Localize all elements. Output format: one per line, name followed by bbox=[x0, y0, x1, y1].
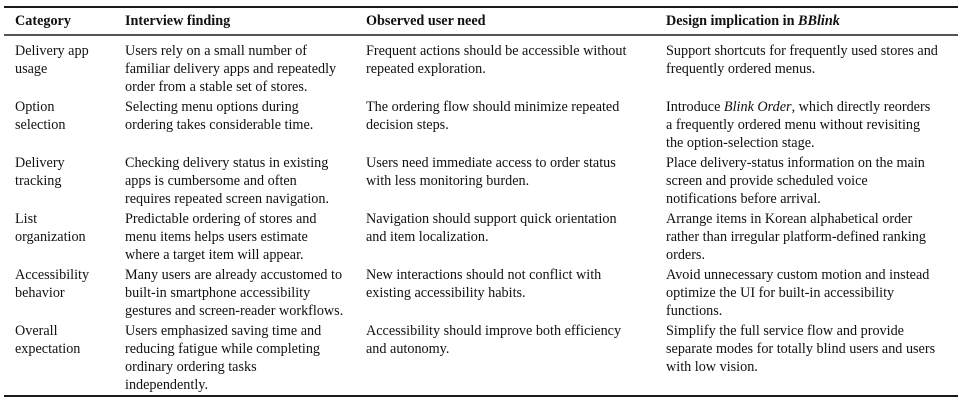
cell-line: with low vision. bbox=[666, 359, 758, 375]
cell-line: apps is cumbersome and often bbox=[125, 173, 297, 189]
cell-category bbox=[15, 42, 120, 78]
cell-implication bbox=[666, 98, 956, 152]
cell-implication bbox=[666, 210, 956, 264]
cell-line: New interactions should not conflict with bbox=[366, 267, 602, 283]
cell-line: Selecting menu options during bbox=[125, 99, 299, 115]
cell-line: usage bbox=[15, 61, 48, 77]
cell-line: Option bbox=[15, 99, 55, 115]
feature-name-blink-order: Blink Order bbox=[723, 99, 792, 115]
text-run: Introduce bbox=[666, 99, 724, 115]
cell-line: Simplify the full service flow and provide bbox=[666, 323, 904, 339]
cell-line: repeated exploration. bbox=[366, 61, 486, 77]
cell-finding bbox=[125, 98, 361, 134]
cell-line: Overall bbox=[15, 323, 58, 339]
cell-line: functions. bbox=[666, 303, 723, 319]
cell-line: rather than irregular platform-defined ranking bbox=[666, 229, 926, 245]
cell-line: order from a stable set of stores. bbox=[125, 79, 308, 95]
cell-finding bbox=[125, 154, 361, 208]
cell-need bbox=[366, 154, 656, 190]
cell-line: familiar delivery apps and repeatedly bbox=[125, 61, 337, 77]
cell-line: where a target item will appear. bbox=[125, 247, 304, 263]
cell-line: Predictable ordering of stores and bbox=[125, 211, 317, 227]
header-category: Category bbox=[15, 13, 71, 29]
cell-line: notifications before arrival. bbox=[666, 191, 821, 207]
cell-line: selection bbox=[15, 117, 66, 133]
cell-line: menu items helps users estimate bbox=[125, 229, 308, 245]
cell-line: ordering takes considerable time. bbox=[125, 117, 314, 133]
cell-line: independently. bbox=[125, 377, 208, 393]
cell-line: frequently ordered menus. bbox=[666, 61, 816, 77]
cell-line: List bbox=[15, 211, 38, 227]
cell-line: Accessibility should improve both efficiency bbox=[366, 323, 622, 339]
cell-line: Many users are already accustomed to bbox=[125, 267, 343, 283]
cell-finding bbox=[125, 266, 361, 320]
cell-line: Arrange items in Korean alphabetical order bbox=[666, 211, 913, 227]
cell-line bbox=[666, 98, 956, 116]
header-observed-user-need: Observed user need bbox=[366, 13, 486, 29]
cell-implication bbox=[666, 322, 956, 376]
cell-implication bbox=[666, 154, 956, 208]
cell-line: optimize the UI for built-in accessibility bbox=[666, 285, 895, 301]
cell-line: Delivery app bbox=[15, 43, 89, 59]
header-design-implication-app-name: BBlink bbox=[798, 13, 840, 29]
table-top-rule bbox=[4, 6, 958, 8]
cell-finding bbox=[125, 210, 361, 264]
header-design-implication-prefix: Design implication in bbox=[666, 13, 799, 29]
cell-line: expectation bbox=[15, 341, 81, 357]
cell-line: Frequent actions should be accessible without bbox=[366, 43, 627, 59]
cell-line: Users rely on a small number of bbox=[125, 43, 308, 59]
cell-line: reducing fatigue while completing bbox=[125, 341, 321, 357]
header-interview-finding: Interview finding bbox=[125, 13, 231, 29]
cell-line: built-in smartphone accessibility bbox=[125, 285, 311, 301]
cell-line: requires repeated screen navigation. bbox=[125, 191, 330, 207]
cell-line: Accessibility bbox=[15, 267, 90, 283]
cell-line: ordinary ordering tasks bbox=[125, 359, 257, 375]
cell-line: Users need immediate access to order status bbox=[366, 155, 616, 171]
cell-line: behavior bbox=[15, 285, 65, 301]
cell-category bbox=[15, 266, 120, 302]
header-design-implication bbox=[666, 13, 840, 30]
cell-category bbox=[15, 154, 120, 190]
cell-line: orders. bbox=[666, 247, 706, 263]
cell-need bbox=[366, 322, 656, 358]
cell-line: organization bbox=[15, 229, 86, 245]
cell-line: decision steps. bbox=[366, 117, 449, 133]
cell-line: screen and provide scheduled voice bbox=[666, 173, 868, 189]
cell-line: Avoid unnecessary custom motion and instead bbox=[666, 267, 930, 283]
cell-implication bbox=[666, 42, 956, 78]
cell-implication bbox=[666, 266, 956, 320]
cell-line: gestures and screen-reader workflows. bbox=[125, 303, 344, 319]
cell-need bbox=[366, 98, 656, 134]
cell-need bbox=[366, 42, 656, 78]
cell-line: the option-selection stage. bbox=[666, 135, 815, 151]
cell-line: Delivery bbox=[15, 155, 65, 171]
cell-line: existing accessibility habits. bbox=[366, 285, 526, 301]
table-header-rule bbox=[4, 34, 958, 36]
cell-line: Navigation should support quick orientation bbox=[366, 211, 617, 227]
cell-line: with less monitoring burden. bbox=[366, 173, 530, 189]
cell-line: separate modes for totally blind users and users bbox=[666, 341, 936, 357]
cell-line: Checking delivery status in existing bbox=[125, 155, 329, 171]
cell-category bbox=[15, 210, 120, 246]
cell-finding bbox=[125, 42, 361, 96]
text-run: , which directly reorders bbox=[791, 99, 931, 115]
cell-line: Users emphasized saving time and bbox=[125, 323, 322, 339]
cell-line: tracking bbox=[15, 173, 62, 189]
cell-line: The ordering flow should minimize repeated bbox=[366, 99, 620, 115]
cell-finding bbox=[125, 322, 361, 394]
cell-line: a frequently ordered menu without revisiting bbox=[666, 117, 921, 133]
cell-line: Place delivery-status information on the main bbox=[666, 155, 925, 171]
cell-line: and item localization. bbox=[366, 229, 489, 245]
cell-line: and autonomy. bbox=[366, 341, 450, 357]
cell-line: Support shortcuts for frequently used stores and bbox=[666, 43, 938, 59]
cell-need bbox=[366, 210, 656, 246]
cell-category bbox=[15, 322, 120, 358]
table-bottom-rule bbox=[4, 395, 958, 397]
cell-category bbox=[15, 98, 120, 134]
cell-need bbox=[366, 266, 656, 302]
